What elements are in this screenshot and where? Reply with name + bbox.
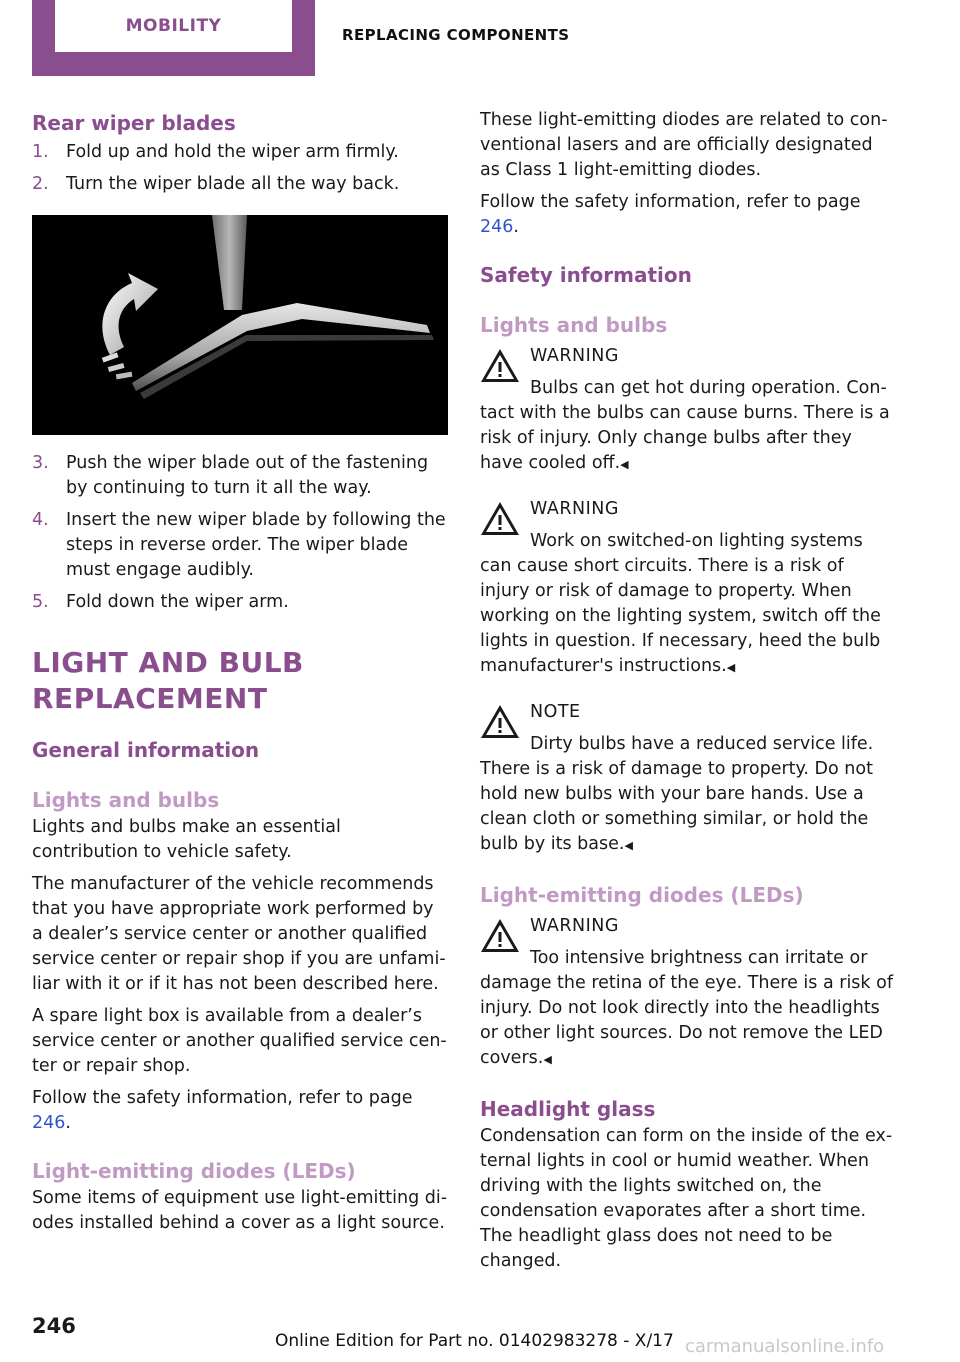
warning-triangle-icon bbox=[480, 348, 520, 383]
page-number: 246 bbox=[32, 1314, 76, 1338]
paragraph: Some items of equipment use light-emitting diodes installed behind a cover as a light source. bbox=[32, 1188, 448, 1233]
headlight-glass-heading: Headlight glass bbox=[480, 1097, 656, 1121]
end-mark-icon: ◀ bbox=[624, 839, 633, 852]
safety-information-heading: Safety information bbox=[480, 263, 692, 287]
section-title: REPLACING COMPONENTS bbox=[342, 26, 570, 44]
warning-text: Too intensive brightness can irritate or damage the retina of the eye. There is a risk of injury. Do not look directly into the headlights or other light sources. Do not remove the LED covers. bbox=[480, 948, 893, 1068]
warning-text: Work on switched-on lighting systems can cause short circuits. There is a risk of injury or risk of damage to property. When working on the lighting system, switch off the lights in question. If necessary, heed the bulb manufacturer's instructions. bbox=[480, 531, 881, 676]
end-mark-icon: ◀ bbox=[726, 661, 736, 674]
note-block bbox=[480, 700, 896, 858]
chapter-tab bbox=[32, 0, 315, 76]
steps-list-a bbox=[32, 140, 448, 197]
note-text: Dirty bulbs have a reduced service life. There is a risk of damage to property. Do not hold new bulbs with your bare hands. Use a clean cloth or something similar, or hold the bulb by its base. bbox=[480, 734, 874, 854]
edition-note: Online Edition for Part no. 01402983278 - X/17 bbox=[275, 1331, 674, 1351]
warning-block bbox=[480, 914, 896, 1072]
lights-bulbs-heading: Lights and bulbs bbox=[32, 788, 220, 812]
end-mark-icon: ◀ bbox=[620, 458, 629, 471]
warning-label: WARNING bbox=[530, 499, 619, 519]
lights-bulbs-heading: Lights and bulbs bbox=[480, 313, 668, 337]
wiper-blade-illustration bbox=[32, 215, 448, 435]
warning-triangle-icon bbox=[480, 704, 520, 739]
list-item: 1. Fold up and hold the wiper arm firmly. bbox=[32, 142, 399, 162]
warning-text: Bulbs can get hot during operation. Contact with the bulbs can cause burns. There is a risk of injury. Only change bulbs after they have cooled off. bbox=[480, 378, 890, 473]
list-item: 5. Fold down the wiper arm. bbox=[32, 592, 289, 612]
paragraph: Lights and bulbs make an essential contribution to vehicle safety. bbox=[32, 817, 341, 862]
paragraph: A spare light box is available from a dealer’s service center or another qualified service center or repair shop. bbox=[32, 1006, 447, 1076]
watermark: carmanualsonline.info bbox=[685, 1336, 885, 1357]
list-item: 3. Push the wiper blade out of the fastening by continuing to turn it all the way. bbox=[32, 453, 429, 498]
paragraph: Follow the safety information, refer to page 246. bbox=[480, 192, 861, 237]
left-column bbox=[32, 108, 448, 1243]
leds-heading: Light-emitting diodes (LEDs) bbox=[480, 883, 804, 907]
page-link[interactable]: 246 bbox=[32, 1113, 66, 1133]
warning-label: WARNING bbox=[530, 916, 619, 936]
list-item: 4. Insert the new wiper blade by following the steps in reverse order. The wiper blade must engage audibly. bbox=[32, 510, 446, 580]
rear-wiper-heading: Rear wiper blades bbox=[32, 111, 236, 135]
paragraph: These light-emitting diodes are related to conventional lasers and are officially designated as Class 1 light-emitting diodes. bbox=[480, 110, 888, 180]
warning-label: WARNING bbox=[530, 346, 619, 366]
paragraph: The manufacturer of the vehicle recommends that you have appropriate work performed by a dealer’s service center or another qualified service center or repair shop if you are unfamiliar with it or if it has not been described here. bbox=[32, 874, 446, 994]
note-label: NOTE bbox=[530, 702, 581, 722]
general-information-heading: General information bbox=[32, 738, 260, 762]
warning-triangle-icon bbox=[480, 918, 520, 953]
right-column bbox=[480, 108, 896, 1281]
leds-heading: Light-emitting diodes (LEDs) bbox=[32, 1159, 356, 1183]
paragraph: Follow the safety information, refer to page 246. bbox=[32, 1088, 413, 1133]
paragraph: Condensation can form on the inside of the external lights in cool or humid weather. When driving with the lights switched on, the condensation evaporates after a short time. The headlight glass does not need to be changed. bbox=[480, 1126, 893, 1271]
end-mark-icon: ◀ bbox=[543, 1053, 552, 1066]
list-item: 2. Turn the wiper blade all the way back. bbox=[32, 174, 400, 194]
warning-triangle-icon bbox=[480, 501, 520, 536]
main-heading: LIGHT AND BULB REPLACEMENT bbox=[32, 646, 304, 715]
chapter-tab-label: MOBILITY bbox=[55, 0, 292, 52]
warning-block bbox=[480, 497, 896, 680]
steps-list-b bbox=[32, 451, 448, 615]
warning-block bbox=[480, 344, 896, 477]
page-link[interactable]: 246 bbox=[480, 217, 514, 237]
